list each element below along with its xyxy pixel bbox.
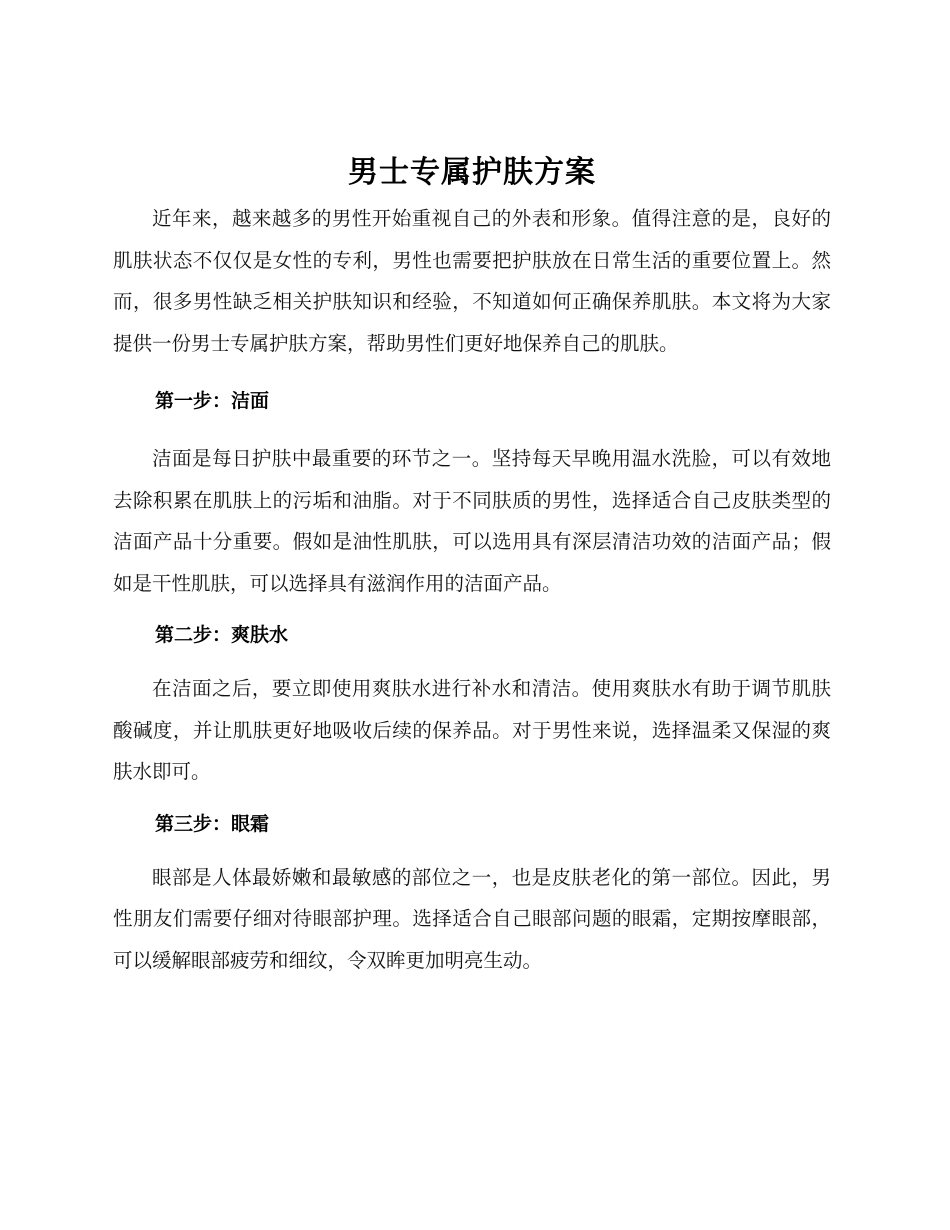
document-title: 男士专属护肤方案 bbox=[348, 155, 596, 190]
intro-paragraph: 近年来，越来越多的男性开始重视自己的外表和形象。值得注意的是，良好的肌肤状态不仅仅是女性的专利，男性也需要把护肤放在日常生活的重要位置上。然而，很多男性缺乏相关护肤知识和经验，不知道如何正确保养肌肤。本文将为大家提供一份男士专属护肤方案，帮助男性们更好地保养自己的肌肤。 bbox=[113, 207, 831, 355]
section-body-toner: 在洁面之后，要立即使用爽肤水进行补水和清洁。使用爽肤水有助于调节肌肤酸碱度，并让肌肤更好地吸收后续的保养品。对于男性来说，选择温柔又保湿的爽肤水即可。 bbox=[113, 677, 831, 783]
section-body-cleansing: 洁面是每日护肤中最重要的环节之一。坚持每天早晚用温水洗脸，可以有效地去除积累在肌肤上的污垢和油脂。对于不同肤质的男性，选择适合自己皮肤类型的洁面产品十分重要。假如是油性肌肤，可以选用具有深层清洁功效的洁面产品；假如是干性肌肤，可以选择具有滋润作用的洁面产品。 bbox=[113, 447, 831, 595]
section-heading-toner: 第二步：爽肤水 bbox=[155, 624, 289, 646]
section-heading-cleansing: 第一步：洁面 bbox=[155, 390, 270, 412]
section-heading-eye-cream: 第三步：眼霜 bbox=[155, 812, 270, 835]
section-body-eye-cream: 眼部是人体最娇嫩和最敏感的部位之一，也是皮肤老化的第一部位。因此，男性朋友们需要仔细对待眼部护理。选择适合自己眼部问题的眼霜，定期按摩眼部，可以缓解眼部疲劳和细纹，令双眸更加明亮生动。 bbox=[113, 865, 831, 972]
document-page bbox=[113, 148, 831, 981]
